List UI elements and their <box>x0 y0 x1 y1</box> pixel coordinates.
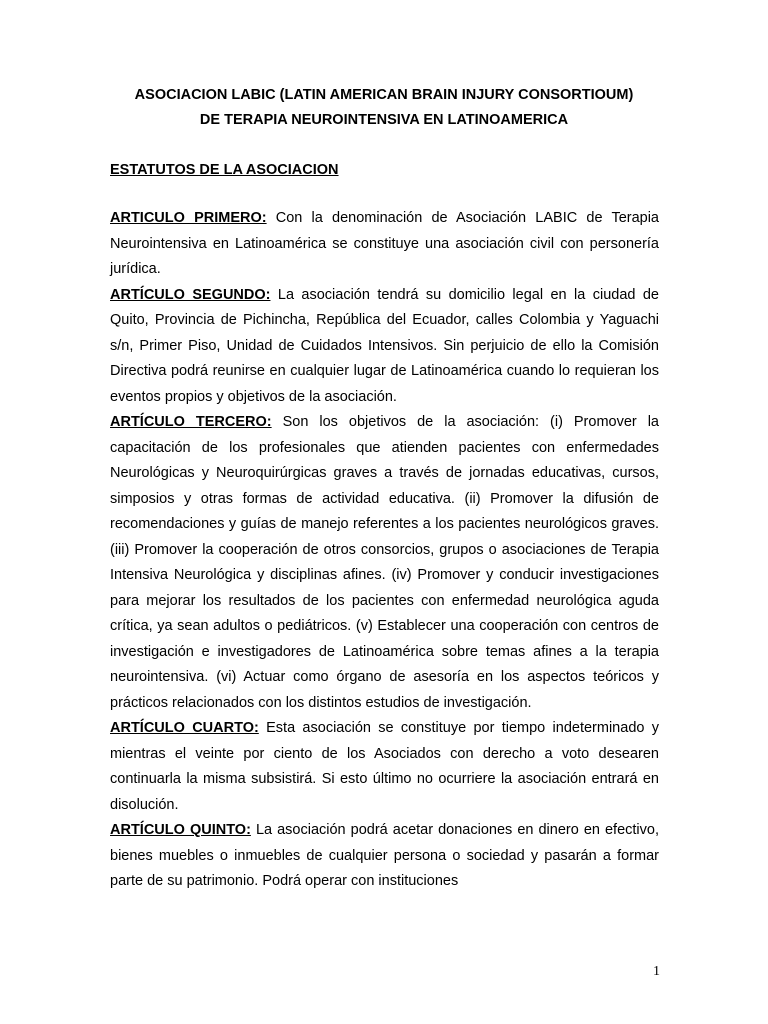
document-title-line-2: DE TERAPIA NEUROINTENSIVA EN LATINOAMERICA <box>199 112 569 128</box>
article-label: ARTÍCULO TERCERO: <box>110 414 272 430</box>
article-label: ARTICULO PRIMERO: <box>110 210 267 226</box>
article-text: La asociación tendrá su domicilio legal en la ciudad de Quito, Provincia de Pichincha, República del Ecuador, calles Colombia y Yaguachi s/n, Primer Piso, Unidad de Cuidados Intensivos. Sin perjuicio de ello la Comisión Directiva podrá reunirse en cualquier lugar de Latinoamérica cuando lo requieran los eventos propios y objetivos de la asociación. <box>110 286 659 405</box>
article-paragraph <box>110 410 659 716</box>
article-paragraph <box>110 818 659 895</box>
document-title-line-1: ASOCIACION LABIC (LATIN AMERICAN BRAIN INJURY CONSORTIOUM) <box>134 87 634 103</box>
article-text: La asociación podrá acetar donaciones en dinero en efectivo, bienes muebles o inmuebles de cualquier persona o sociedad y pasarán a formar parte de su patrimonio. Podrá operar con instituciones <box>110 822 659 889</box>
article-paragraph <box>110 716 659 818</box>
article-label: ARTÍCULO SEGUNDO: <box>110 286 271 303</box>
article-label: ARTÍCULO CUARTO: <box>110 720 259 736</box>
document-body <box>110 206 659 895</box>
section-heading: ESTATUTOS DE LA ASOCIACION <box>110 162 339 178</box>
article-text: Esta asociación se constituye por tiempo indeterminado y mientras el veinte por ciento de los Asociados con derecho a voto desearen continuarla la misma subsistirá. Si esto último no ocurriere la asociación entrará en disolución. <box>110 720 659 813</box>
article-text: Son los objetivos de la asociación: (i) Promover la capacitación de los profesionales que atienden pacientes con enfermedades Neurológicas y Neuroquirúrgicas graves a través de jornadas educativas, cursos, simposios y otras formas de actividad educativa. (ii) Promover la difusión de recomendaciones y guías de manejo referentes a los pacientes neurológicos graves. (iii) Promover la cooperación de otros consorcios, grupos o asociaciones de Terapia Intensiva Neurológica y disciplinas afines. (iv) Promover y conducir investigaciones para mejorar los resultados de los pacientes con enfermedad neurológica aguda crítica, ya sean adultos o pediátricos. (v) Establecer una cooperación con centros de investigación e investigadores de Latinoamérica sobre temas afines a la terapia neurointensiva. (vi) Actuar como órgano de asesoría en los aspectos teóricos y prácticos relacionados con los distintos estudios de investigación. <box>110 414 659 711</box>
article-paragraph <box>110 283 659 411</box>
page-number: 1 <box>653 964 660 979</box>
article-label: ARTÍCULO QUINTO: <box>110 822 251 838</box>
article-paragraph <box>110 206 659 283</box>
article-text: Con la denominación de Asociación LABIC de Terapia Neurointensiva en Latinoamérica se constituye una asociación civil con personería jurídica. <box>110 210 659 277</box>
